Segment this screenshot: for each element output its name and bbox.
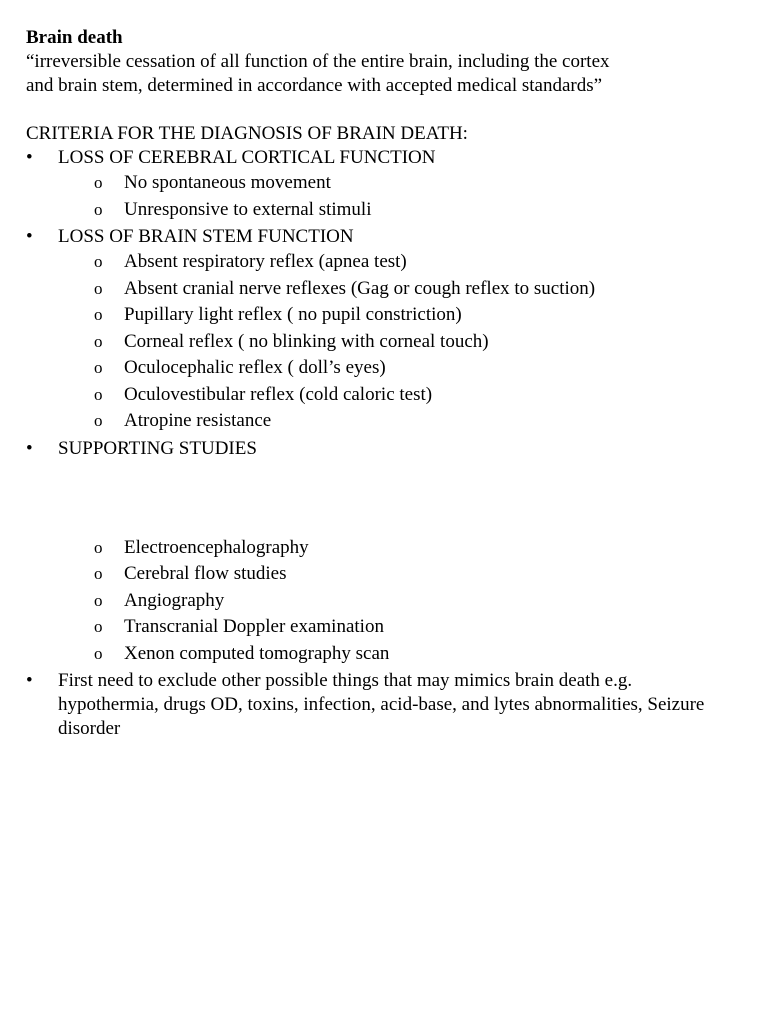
sub-bullet-icon: o xyxy=(94,278,103,298)
section-label: LOSS OF BRAIN STEM FUNCTION xyxy=(58,226,354,247)
bullet-icon: • xyxy=(26,226,33,247)
list-item xyxy=(26,641,726,668)
sub-bullet-icon: o xyxy=(94,643,103,663)
criteria-heading: CRITERIA FOR THE DIAGNOSIS OF BRAIN DEATH: xyxy=(26,123,468,144)
list-item-text: Cerebral flow studies xyxy=(124,563,287,584)
sub-bullet-icon: o xyxy=(94,564,103,583)
list-item-text: Pupillary light reflex ( no pupil constriction) xyxy=(124,304,462,325)
sub-bullet-icon: o xyxy=(94,617,103,636)
section-label: LOSS OF CEREBRAL CORTICAL FUNCTION xyxy=(58,147,436,168)
final-note-bullet xyxy=(26,669,726,741)
section-label: SUPPORTING STUDIES xyxy=(58,437,257,459)
section-bullet-supporting-studies xyxy=(26,437,726,461)
document-title: Brain death xyxy=(26,27,123,48)
list-item-text: Corneal reflex ( no blinking with corneal touch) xyxy=(124,330,489,352)
bullet-icon: • xyxy=(26,147,33,168)
list-item-text: Transcranial Doppler examination xyxy=(124,616,384,637)
list-item-text: No spontaneous movement xyxy=(124,172,331,193)
list-item xyxy=(26,355,726,382)
list-item-text: Unresponsive to external stimuli xyxy=(124,198,372,220)
list-item-text: Absent respiratory reflex (apnea test) xyxy=(124,251,407,272)
list-item-text: Electroencephalography xyxy=(124,536,309,558)
document-page xyxy=(26,26,726,741)
sub-bullet-icon: o xyxy=(94,331,103,351)
section-bullet-cortical xyxy=(26,146,726,170)
sub-bullet-icon: o xyxy=(94,358,103,377)
list-item xyxy=(26,197,726,224)
definition-line-1: “irreversible cessation of all function of the entire brain, including the cortex xyxy=(26,51,610,72)
sub-bullet-icon: o xyxy=(94,173,103,192)
sub-bullet-icon: o xyxy=(94,199,103,219)
list-item-text: Angiography xyxy=(124,589,225,611)
list-item xyxy=(26,170,726,197)
list-item xyxy=(26,276,726,303)
list-item xyxy=(26,302,726,329)
list-item xyxy=(26,561,726,588)
list-item-text: Absent cranial nerve reflexes (Gag or cough reflex to suction) xyxy=(124,277,596,299)
list-item xyxy=(26,408,726,435)
final-note-text: First need to exclude other possible things that may mimics brain death e.g. hypothermia, drugs OD, toxins, infection, acid-base, and lytes abnormalities, Seizure disorder xyxy=(58,670,705,739)
list-item xyxy=(26,614,726,641)
sub-bullet-icon: o xyxy=(94,411,103,430)
sub-bullet-icon: o xyxy=(94,537,103,557)
sub-bullet-icon: o xyxy=(94,384,103,404)
bullet-icon: • xyxy=(26,670,33,691)
list-item xyxy=(26,249,726,276)
sub-bullet-icon: o xyxy=(94,590,103,610)
section-bullet-brain-stem xyxy=(26,225,726,249)
list-item-text: Xenon computed tomography scan xyxy=(124,642,390,664)
sub-bullet-icon: o xyxy=(94,252,103,271)
list-item-text: Oculovestibular reflex (cold caloric test) xyxy=(124,383,433,405)
sub-bullet-icon: o xyxy=(94,305,103,324)
definition-line-2: and brain stem, determined in accordance with accepted medical standards” xyxy=(26,75,603,96)
list-item-text: Atropine resistance xyxy=(124,410,272,431)
list-item-text: Oculocephalic reflex ( doll’s eyes) xyxy=(124,357,386,378)
list-item xyxy=(26,329,726,356)
blank-space xyxy=(26,461,726,535)
bullet-icon: • xyxy=(26,437,33,459)
list-item xyxy=(26,535,726,562)
list-item xyxy=(26,588,726,615)
list-item xyxy=(26,382,726,409)
